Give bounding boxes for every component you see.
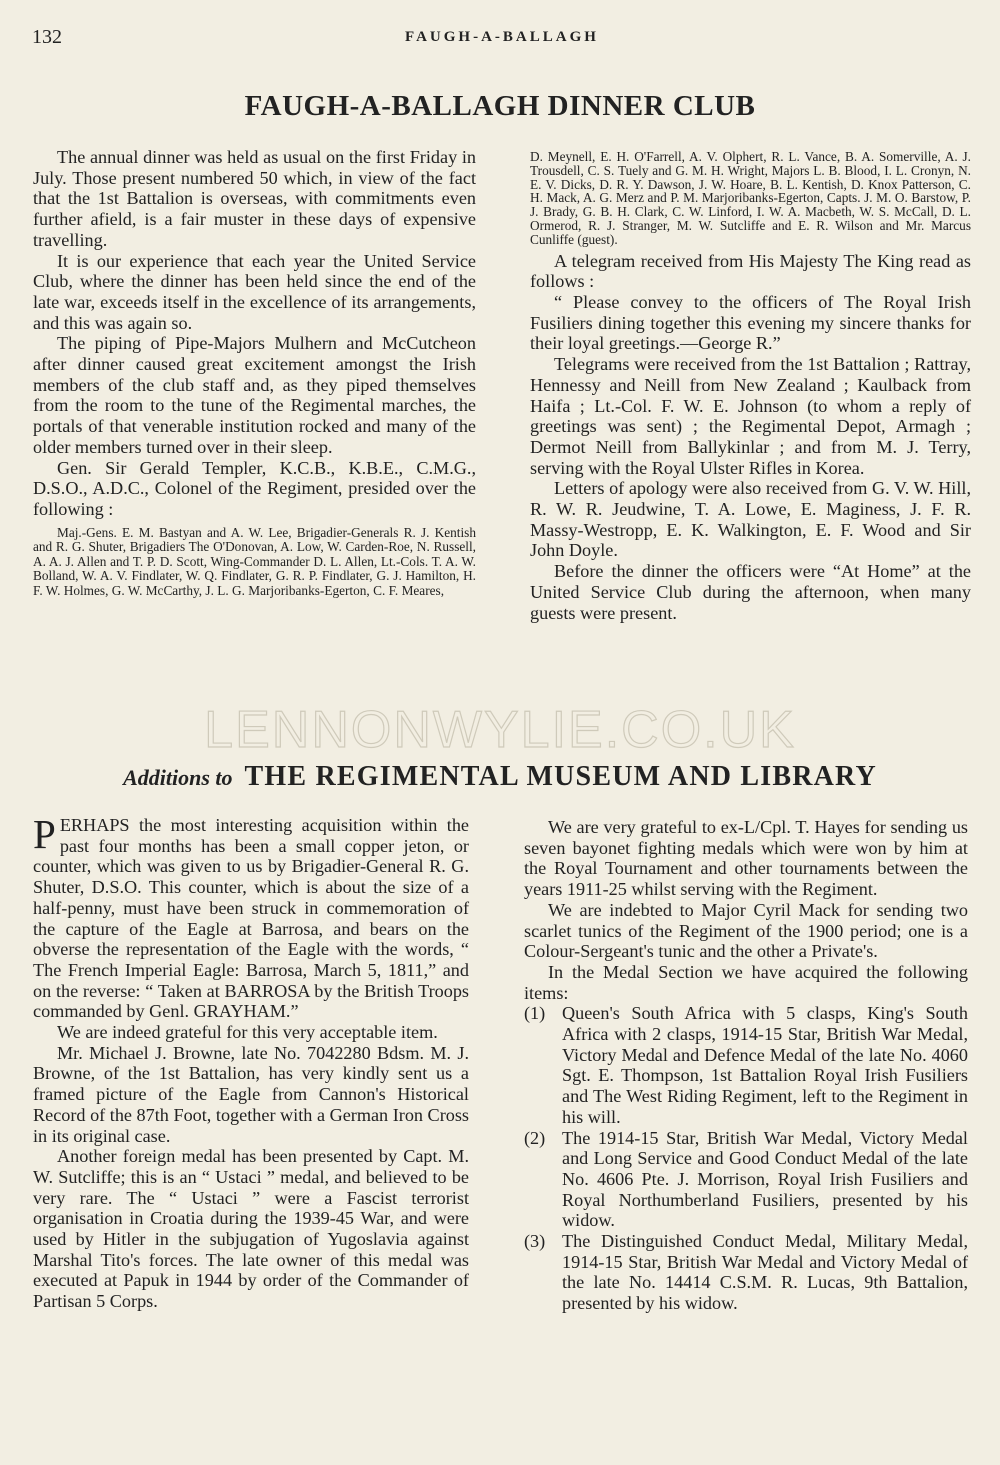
medal-list: [524, 1003, 968, 1314]
running-head: [32, 26, 972, 52]
running-title: FAUGH-A-BALLAGH: [405, 29, 599, 45]
list-item-number: (2): [524, 1127, 546, 1148]
paragraph: It is our experience that each year the United Service Club, where the dinner has been held since the end of the late war, exceeds itself in the excellence of its arrangements, and this was again so.: [33, 250, 476, 333]
paragraph: In the Medal Section we have acquired the following items:: [524, 961, 968, 1003]
museum-title-prefix: Additions to: [123, 765, 233, 790]
paragraph: We are indeed grateful for this very acceptable item.: [57, 1022, 438, 1043]
museum-column-left: [33, 811, 469, 1312]
paragraph: Mr. Michael J. Browne, late No. 7042280 Bdsm. M. J. Browne, of the 1st Battalion, has very kindly sent us a framed picture of the Eagle from Cannon's Historical Record of the 87th Foot, together with a German Iron Cross in its original case.: [33, 1042, 469, 1146]
museum-title-main: THE REGIMENTAL MUSEUM AND LIBRARY: [244, 761, 877, 792]
list-item: [524, 1231, 968, 1314]
quoted-telegram: “ Please convey to the officers of The Royal Irish Fusiliers dining together this evening my sincere thanks for their loyal greetings.—George R.”: [530, 291, 971, 354]
list-item-number: (3): [524, 1231, 546, 1252]
dinner-club-column-left: [33, 147, 476, 599]
paragraph: Another foreign medal has been presented by Capt. M. W. Sutcliffe; this is an “ Ustaci ” medal, and believed to be very rare. The “ Ustaci ” were a Fascist terrorist organisation in Croatia during the 1939-45 War, and were used by Hitler in the subjugation of Yugoslavia against Marshal Tito's forces. The late owner of this medal was executed at Papuk in 1944 by order of the Commander of Partisan 5 Corps.: [33, 1146, 469, 1312]
paragraph: We are indebted to Major Cyril Mack for sending two scarlet tunics of the Regiment of the 1900 period; one is a Colour-Sergeant's tunic and the other a Private's.: [524, 899, 968, 962]
list-item: [524, 1003, 968, 1127]
paragraph: A telegram received from His Majesty The King read as follows :: [530, 250, 971, 292]
paragraph: Telegrams were received from the 1st Battalion ; Rattray, Hennessy and Neill from New Zealand ; Kaulback from Haifa ; Lt.-Col. F. W. E. Johnson (to whom a reply of greetings was sent) ; the Regimental Depot, Armagh ; Dermot Neill from Ballykinlar ; and from M. J. Terry, serving with the Royal Ulster Rifles in Korea.: [530, 354, 971, 478]
paragraph: We are very grateful to ex-L/Cpl. T. Hayes for sending us seven bayonet fighting medals which were won by him at the Royal Tournament and other tournaments between the years 1911-25 whilst serving with the Regiment.: [524, 817, 968, 900]
opening-small-caps: ERHAPS: [59, 815, 130, 835]
paragraph: The piping of Pipe-Majors Mulhern and McCutcheon after dinner caused great excitement amongst the Irish members of the club staff and, as they piped themselves from the room to the tune of the Regimental marches, the portals of that venerable institution rocked and many of the older members turned over in their sleep.: [33, 333, 476, 457]
paragraph: The annual dinner was held as usual on the first Friday in July. Those present numbered 50 which, in view of the fact that the 1st Battalion is overseas, with commitments even further afield, is a fair muster in these days of expensive travelling.: [33, 147, 476, 250]
first-paragraph: [33, 811, 469, 1022]
list-item: [524, 1128, 968, 1232]
page-number: 132: [32, 26, 62, 48]
attendee-list-continued: D. Meynell, E. H. O'Farrell, A. V. Olphert, R. L. Vance, B. A. Somerville, A. J. Trousdell, C. S. Tuely and G. M. H. Wright, Majors L. B. Blood, I. L. Cronyn, N. E. V. Dicks, D. R. Y. Dawson, J. W. Hoare, B. L. Kentish, D. Knox Patterson, C. H. Mack, A. G. Merz and P. M. Marjoribanks-Egerton, Capts. J. M. O. Barstow, P. J. Brady, G. B. H. Clark, C. W. Linford, I. W. A. Macbeth, W. S. McCall, D. L. Ormerod, R. J. Stranger, M. W. Sutcliffe and E. R. Wilson and Mr. Marcus Cunliffe (guest).: [530, 149, 971, 247]
paragraph: Letters of apology were also received from G. V. W. Hill, R. W. R. Jeudwine, T. A. Lowe, E. Maginess, J. F. R. Massy-Westropp, E. K. Walkington, E. F. Wood and Sir John Doyle.: [530, 478, 971, 561]
drop-cap: P: [33, 811, 56, 857]
dinner-club-title: FAUGH-A-BALLAGH DINNER CLUB: [244, 90, 756, 122]
museum-section-title: [0, 761, 1000, 793]
dinner-club-column-right: [530, 150, 971, 623]
first-paragraph-text: the most interesting acquisition within the past four months has been a small copper jeton, or counter, which was given to us by Brigadier-General R. G. Shuter, D.S.O. This counter, which is about the size of a half-penny, must have been struck in commemoration of the capture of the Eagle at Barrosa, and bears on the obverse the representation of the Eagle with the words, “ The French Imperial Eagle: Barrosa, March 5, 1811,” and on the reverse: “ Taken at BARROSA by the British Troops commanded by Genl. GRAYHAM.”: [33, 815, 469, 1022]
paragraph: Gen. Sir Gerald Templer, K.C.B., K.B.E., C.M.G., D.S.O., A.D.C., Colonel of the Regiment, presided over the following :: [33, 457, 476, 519]
list-item-text: The 1914-15 Star, British War Medal, Victory Medal and Long Service and Good Conduct Medal of the late No. 4606 Pte. J. Morrison, Royal Irish Fusiliers and Royal Northumberland Fusiliers, presented by his widow.: [562, 1127, 968, 1231]
watermark: LENNONWYLIE.CO.UK: [204, 701, 796, 759]
museum-column-right: [524, 817, 968, 1314]
list-item-text: Queen's South Africa with 5 clasps, King's South Africa with 2 clasps, 1914-15 Star, British War Medal, Victory Medal and Defence Medal of the late No. 4060 Sgt. E. Thompson, 1st Battalion Royal Irish Fusiliers and The West Riding Regiment, left to the Regiment in his will.: [562, 1003, 968, 1127]
list-item-text: The Distinguished Conduct Medal, Military Medal, 1914-15 Star, British War Medal and Victory Medal of the late No. 14414 C.S.M. R. Lucas, 9th Battalion, presented by his widow.: [562, 1231, 968, 1314]
attendee-list: Maj.-Gens. E. M. Bastyan and A. W. Lee, Brigadier-Generals R. J. Kentish and R. G. Shuter, Brigadiers The O'Donovan, A. Low, W. Carden-Roe, N. Russell, A. A. J. Allen and T. P. D. Scott, Wing-Commander D. L. Allen, Lt.-Cols. T. A. W. Bolland, W. A. V. Findlater, W. Q. Findlater, G. R. P. Findlater, G. J. Hamilton, H. F. W. Holmes, G. W. McCarthy, J. L. G. Marjoribanks-Egerton, C. F. Meares,: [33, 524, 476, 599]
paragraph: Before the dinner the officers were “At Home” at the United Service Club during the afternoon, when many guests were present.: [530, 561, 971, 623]
list-item-number: (1): [524, 1003, 546, 1024]
